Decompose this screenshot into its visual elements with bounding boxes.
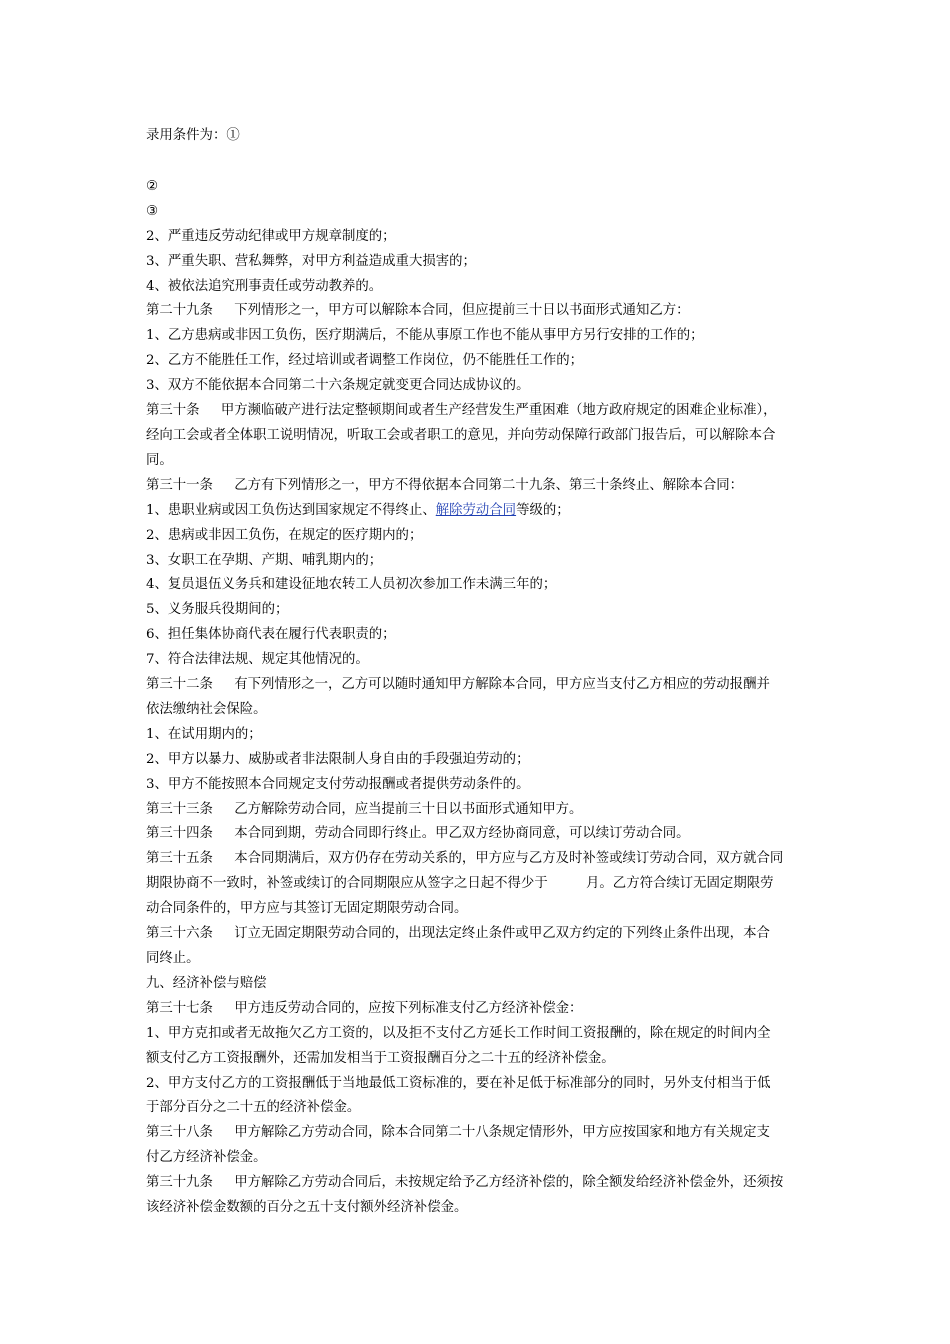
article-30-line: 经向工会或者全体职工说明情况，听取工会或者职工的意见，并向劳动保障行政部门报告后，可以解除本合: [146, 427, 776, 443]
list-item: 于部分百分之二十五的经济补偿金。: [146, 1100, 361, 1116]
list-item: 3、双方不能依据本合同第二十六条规定就变更合同达成协议的。: [146, 378, 530, 394]
article-32-line: 依法缴纳社会保险。: [146, 701, 267, 717]
article-37-heading: 第三十七条 甲方违反劳动合同的，应按下列标准支付乙方经济补偿金：: [146, 1000, 583, 1016]
article-33-line: 第三十三条 乙方解除劳动合同，应当提前三十日以书面形式通知甲方。: [146, 801, 583, 817]
article-31-heading: 第三十一条 乙方有下列情形之一，甲方不得依据本合同第二十九条、第三十条终止、解除本合同：: [146, 477, 744, 493]
hiring-conditions-line: 录用条件为：①: [146, 128, 240, 143]
list-item: 2、严重违反劳动纪律或甲方规章制度的；: [146, 228, 396, 244]
terminate-contract-link[interactable]: 解除劳动合同: [435, 502, 517, 518]
list-item: [146, 499, 810, 524]
article-32-line: 第三十二条 有下列情形之一，乙方可以随时通知甲方解除本合同，甲方应当支付乙方相应的劳动报酬并: [146, 677, 770, 693]
list-item: 3、女职工在孕期、产期、哺乳期内的；: [146, 552, 383, 568]
article-35-line: 第三十五条 本合同期满后，双方仍存在劳动关系的，甲方应与乙方及时补签或续订劳动合同，双方就合同: [146, 851, 784, 867]
article-30-line: 同。: [146, 452, 173, 468]
condition-2-marker: ②: [146, 178, 159, 194]
list-item: 4、被依法追究刑事责任或劳动教养的。: [146, 278, 383, 294]
article-36-line: 同终止。: [146, 951, 200, 966]
article-30-line: 第三十条 甲方濒临破产进行法定整顿期间或者生产经营发生严重困难（地方政府规定的困难企业标准），: [146, 403, 777, 419]
list-item: 3、严重失职、营私舞弊，对甲方利益造成重大损害的；: [146, 253, 476, 269]
article-36-line: 第三十六条 订立无固定期限劳动合同的，出现法定终止条件或甲乙双方约定的下列终止条件出现，本合: [146, 926, 770, 942]
list-item: 5、义务服兵役期间的；: [146, 602, 289, 618]
article-29-heading: 第二十九条 下列情形之一，甲方可以解除本合同，但应提前三十日以书面形式通知乙方：: [146, 303, 690, 319]
list-item-text: 等级的；: [516, 502, 570, 518]
list-item: 2、乙方不能胜任工作，经过培训或者调整工作岗位，仍不能胜任工作的；: [146, 353, 584, 369]
condition-3-marker: ③: [146, 203, 159, 219]
article-35-line: 动合同条件的，甲方应与其签订无固定期限劳动合同。: [146, 901, 468, 917]
article-38-line: 付乙方经济补偿金。: [146, 1150, 267, 1166]
article-39-line: 该经济补偿金数额的百分之五十支付额外经济补偿金。: [146, 1200, 468, 1216]
list-item: 1、在试用期内的；: [146, 726, 262, 742]
document-page: [146, 124, 810, 1221]
article-38-line: 第三十八条 甲方解除乙方劳动合同，除本合同第二十八条规定情形外，甲方应按国家和地方有关规定支: [146, 1125, 770, 1141]
article-34-line: 第三十四条 本合同到期，劳动合同即行终止。甲乙双方经协商同意，可以续订劳动合同。: [146, 826, 690, 842]
list-item: 2、甲方以暴力、威胁或者非法限制人身自由的手段强迫劳动的；: [146, 751, 530, 767]
list-item-text: 1、患职业病或因工负伤达到国家规定不得终止、: [146, 502, 436, 518]
list-item: 7、符合法律法规、规定其他情况的。: [146, 652, 369, 668]
list-item: 1、甲方克扣或者无故拖欠乙方工资的，以及拒不支付乙方延长工作时间工资报酬的，除在规定的时间内全: [146, 1025, 771, 1041]
list-item: 2、甲方支付乙方的工资报酬低于当地最低工资标准的，要在补足低于标准部分的同时，另外支付相当于低: [146, 1075, 771, 1091]
list-item: 2、患病或非因工负伤，在规定的医疗期内的；: [146, 527, 423, 543]
list-item: 6、担任集体协商代表在履行代表职责的；: [146, 627, 396, 643]
article-35-line: 期限协商不一致时，补签或续订的合同期限应从签字之日起不得少于 月。乙方符合续订无固定期限劳: [146, 876, 774, 892]
list-item: 1、乙方患病或非因工负伤，医疗期满后，不能从事原工作也不能从事甲方另行安排的工作的；: [146, 328, 704, 344]
article-39-line: 第三十九条 甲方解除乙方劳动合同后，未按规定给予乙方经济补偿的，除全额发给经济补偿金外，还须按: [146, 1175, 784, 1191]
list-item: 3、甲方不能按照本合同规定支付劳动报酬或者提供劳动条件的。: [146, 776, 530, 792]
section-heading: 九、经济补偿与赔偿: [146, 975, 267, 991]
list-item: 4、复员退伍义务兵和建设征地农转工人员初次参加工作未满三年的；: [146, 577, 557, 593]
list-item: 额支付乙方工资报酬外，还需加发相当于工资报酬百分之二十五的经济补偿金。: [146, 1050, 615, 1066]
